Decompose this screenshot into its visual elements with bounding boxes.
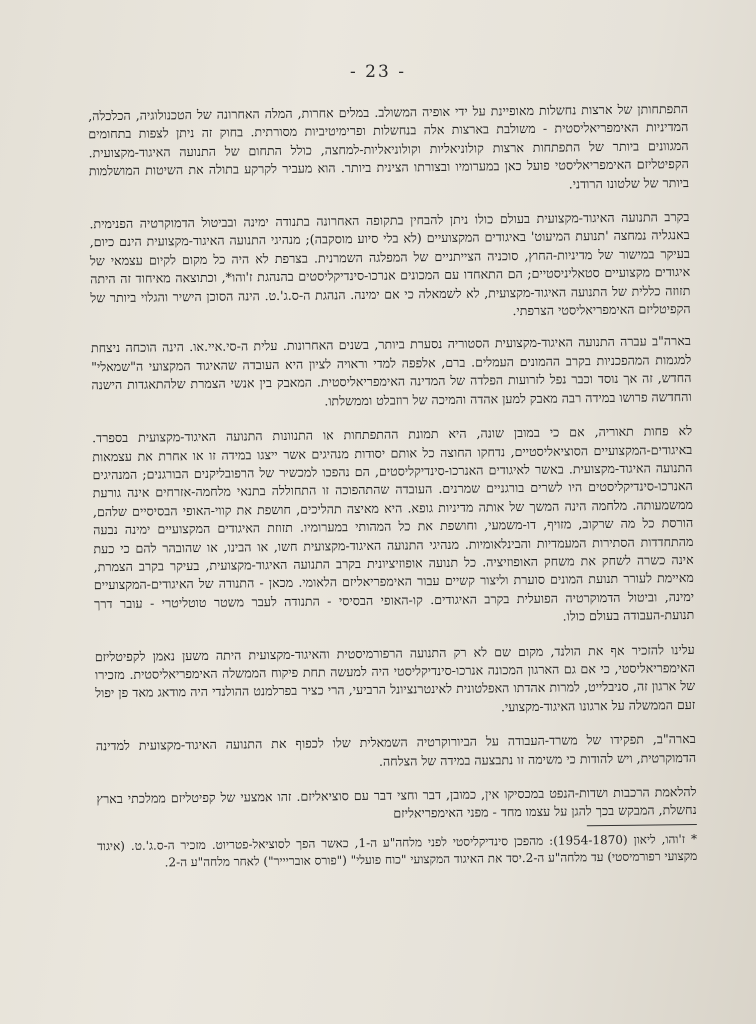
paragraph-4: לא פחות תאוריה, אם כי במובן שונה, היא תמונת ההתפתחות או התנוונות התנועה האיגוד-מקצועית בספרד. באיגודים-המקצועיים הסוציאליסטיים, נדחקו החוצה כל אותם יסודות מנהיגים אשר ייצגו במידה זו או אחרת את עצמאות התנועה האיגוד-מקצועית. באשר לאיגודים האנרכו-סינדיקליסטים, הם נהפכו למכשיר של הרפובליקנים הבורגנים; המנהיגים האנרכו-סינדיקליסטים היו לשרים בורגניים שמרנים. העובדה שהתהפוכה זו התחוללה בתנאי מלחמה-אזרחים אינה גורעת ממשמעותה. מלחמה הינה המשך של אותה מדיניות גופא. היא מאיצה תהליכים, חושפת את קווי-האופי הבסיסיים שלהם, הורסת כל מה שרקוב, מזויף, דו-משמעי, וחושפת את כל המהותי במערומיו. תזוזת האיגודים המקצועיים ימינה נבעה מהתחדדות הסתירות המעמדיות והבינלאומיות. מנהיגי התנועה האיגוד-מקצועית חשו, או הבינו, או שהובהר להם כי כעת אינה כשרה לשחק את משחק האופוזיציה. כל תנועה אופוזיציונית בקרב התנועה האיגוד-מקצועית, בעיקר בקרב הצמרת, מאיימת לעורר תנועת המונים סוערת וליצור קשיים עבור האימפריאליזם הלאומי. מכאן - התנודה של האיגודים-המקצועיים ימינה, וביטול הדמוקרטיה הפועלית בקרב האיגודים. קו-האופי הבסיסי - התנודה לעבר משטר טוטליטרי - עובר דרך תנועת-העבודה בעולם כולו.: [91, 423, 695, 624]
paragraph-6: בארה"ב, תפקידו של משרד-העבודה על הביורוקרטיה השמאלית שלו לכפוף את התנועה האיגוד-מקצועית למדינה הדמוקרטית, ויש להודות כי משימה זו נתבצעה במידה של הצלחה.: [95, 731, 697, 769]
paragraph-2: בקרב התנועה האיגוד-מקצועית בעולם כולו ניתן להבחין בתקופה האחרונה בתנודה ימינה ובביטול הדמוקרטיה הפנימית. באנגליה נמחצה 'תנועת המיעוט' באיגודים המקצועיים (לא בלי סיוע מוסקבה); מנהיגי התנועה האיגוד-מקצועית הינם כיום, בעיקר במישור של מדיניות-החוץ, סוכניה הצייתניים של המפלגה השמרנית. בצרפת לא היה כל מקום לקיום עצמאי של איגודים מקצועיים סטאליניסטיים; הם התאחדו עם המכונים אנרכו-סינדיקליסטים בהנהגת ז'והו*, וכתוצאה מאיחוד זה היתה תזוזה כללית של התנועה האיגוד-מקצועית, לא לשמאלה כי אם ימינה. הנהגת ה-ס.ג'.ט. הינה הסוכן הישיר והגלוי ביותר של הקפיטליזם האימפריאליסטי הצרפתי.: [89, 209, 691, 319]
paragraph-5: עלינו להזכיר אף את הולנד, מקום שם לא רק התנועה הרפורמיסטית והאיגוד-מקצועית היתה משען נאמן לקפיטליזם האימפריאליסטי, כי אם גם הארגון המכונה אנרכו-סינדיקליסטי היה למעשה תחת פיקוח הממשלה האימפריאליסטית. מזכירו של ארגון זה, סניבלייט, למרות אהדתו האפלטונית לאינטרנציונל הרביעי, הרי כציר בפרלמנט ההולנדי היה מודאג מאד פן יפול זעם הממשלה על ארגונו האיגוד-מקצועי.: [94, 641, 696, 715]
page-number: - 23 -: [350, 62, 406, 82]
paragraph-3: בארה"ב עברה התנועה האיגוד-מקצועית הסטוריה נסערת ביותר, בשנים האחרונות. עלית ה-סי.איי.או. הינה הוכחה ניצחת למגמות המהפכניות בקרב ההמונים העמלים. ברם, אלפפה למדי וראויה לציון היא העובדה שהאיגוד המקצועי ה"שמאלי" החדש, זה אך נוסד וכבר נפל לזרועות הפלדה של המדינה האימפריאליסטית. המאבק בין אנשי הצמרת שלהתאגדות הישנה והחדשה פרושו במידה רבה מאבק למען אהדה והמיכה של רוזבלט וממשלתו.: [90, 333, 692, 409]
footnote: * ז'והו, ליאון (1954-1870): מהפכן סינדיקליסטי לפני מלחה"ע ה-1, כאשר הפך לסוציאל-פטריוט. מזכיר ה-ס.ג'.ט. (איגוד מקצועי רפורמיסטי) עד מלחה"ע ה-2.יסד את האיגוד המקצועי "כוח פועלי" ("פורס אובריייר") לאחר מלחה"ע ה-2.: [96, 831, 698, 870]
footnote-divider: [587, 824, 697, 826]
paragraph-1: התפתחותן של ארצות נחשלות מאופיינת על ידי אופיה המשולב. במלים אחרות, המלה האחרונה של הטכנולוגיה, הכלכלה, המדיניות האימפריאליסטית - משולבת בארצות אלה בנחשלות ופרימיטיביות מסורתית. בחוק זה ניתן לצפות בתחומים המגוונים ביותר של התפתחות ארצות קולוניאליות וקולוניאליות-למחצה, כולל התחום של התנועה האיגוד-מקצועית. הקפיטליזם האימפריאליסטי פועל כאן במערומיו ובצורתו הצינית ביותר. הוא מעביר לקרקע בתולה את השיטות המושלמות ביותר של שלטונו הרודני.: [88, 100, 690, 192]
document-body: [88, 100, 697, 872]
paragraph-7: להלאמת הרכבות ושדות-הנפט במכסיקו אין, כמובן, דבר וחצי דבר עם סוציאליזם. זהו אמצעי של קפיטליזם ממלכתי בארץ נחשלת, המבקש בכך להגן על עצמו מחד - מפני האימפריאליזם: [96, 783, 697, 822]
